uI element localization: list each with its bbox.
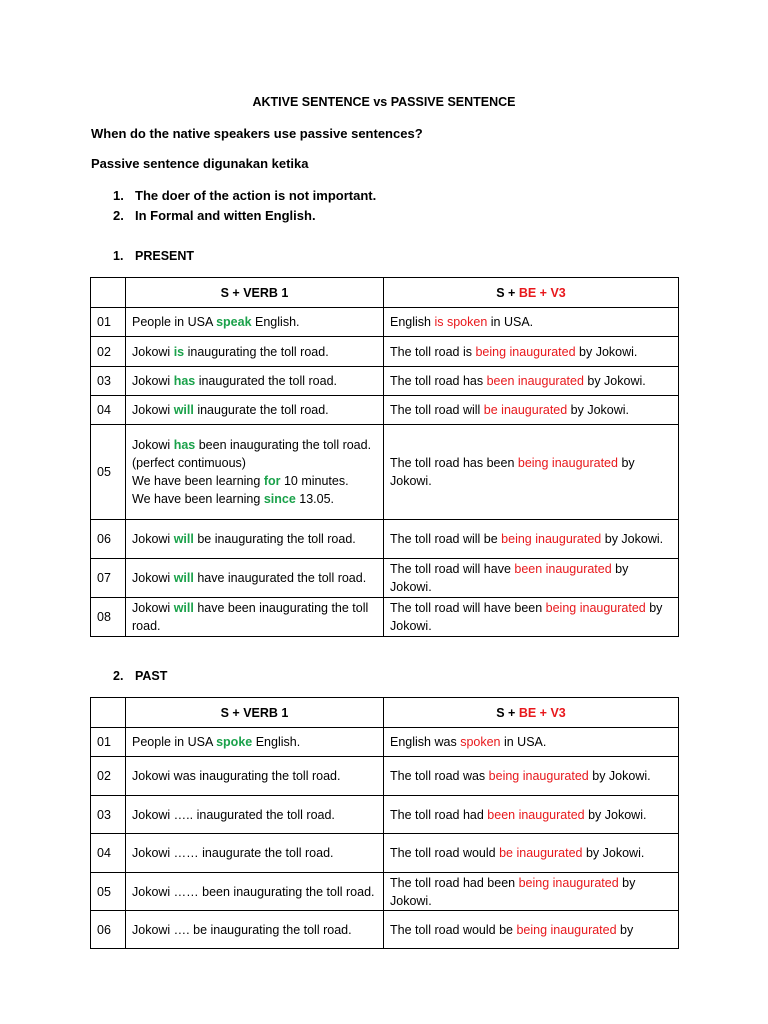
reason-number: 2.: [113, 208, 124, 223]
row-number: 05: [91, 425, 126, 520]
sentence-text: by Jokowi.: [584, 807, 647, 822]
table-row: [91, 834, 679, 873]
sentence-text: by Jokowi.: [583, 374, 646, 388]
table-row: [91, 308, 679, 337]
table-row: [91, 425, 679, 520]
sentence-text: inaugurating the toll road.: [184, 344, 329, 359]
passive-verb-highlight: being inaugurated: [501, 532, 602, 546]
active-sentence-cell: [126, 834, 384, 873]
active-sentence-cell: [126, 598, 384, 637]
sentence-text: Jokowi ….. inaugurated the toll road.: [132, 807, 335, 822]
sentence-text: Jokowi …… inaugurate the toll road.: [132, 846, 334, 860]
active-verb-highlight: will: [173, 532, 194, 546]
row-number: 08: [91, 598, 126, 637]
passive-verb-highlight: been inaugurated: [486, 374, 584, 388]
table-row: [91, 757, 679, 796]
row-number: 03: [91, 796, 126, 834]
sentence-text: The toll road would: [390, 846, 500, 860]
sentence-text: by Jokowi.: [601, 532, 664, 546]
reason-item: [113, 206, 376, 226]
passive-sentence-cell: [384, 911, 679, 949]
sentence-text: Jokowi …. be inaugurating the toll road.: [132, 922, 352, 937]
sentence-text: S +: [496, 705, 519, 720]
passive-sentence-cell: [384, 367, 679, 396]
sentence-text: inaugurate the toll road.: [193, 403, 329, 417]
sentence-text: Jokowi: [132, 374, 174, 388]
sentence-text: We have been learning: [132, 474, 264, 488]
active-verb-highlight: since: [263, 492, 296, 506]
passive-sentence-cell: [384, 559, 679, 598]
sentence-text: by Jokowi.: [567, 403, 630, 417]
passive-sentence-cell: [384, 834, 679, 873]
header-active-formula: S + VERB 1: [126, 698, 384, 728]
row-number: 04: [91, 834, 126, 873]
sentence-text: Jokowi was inaugurating the toll road.: [132, 769, 341, 783]
active-sentence-cell: [126, 520, 384, 559]
passive-sentence-cell: [384, 728, 679, 757]
sentence-text: Jokowi …… been inaugurating the toll road.: [132, 884, 375, 899]
passive-verb-highlight: is spoken: [434, 315, 488, 329]
passive-verb-highlight: BE + V3: [518, 705, 566, 720]
passive-sentence-cell: [384, 396, 679, 425]
sentence-text: The toll road has been: [390, 456, 518, 470]
sentence-text: be inaugurating the toll road.: [193, 532, 356, 546]
sentence-text: 13.05.: [295, 492, 335, 506]
header-number-cell: [91, 698, 126, 728]
table-header-row: [91, 278, 679, 308]
active-sentence-cell: [126, 308, 384, 337]
sentence-text: People in USA: [132, 735, 217, 749]
past-table: [90, 697, 679, 949]
sentence-text: The toll road had been: [390, 875, 519, 890]
passive-verb-highlight: been inaugurated: [514, 562, 612, 576]
sentence-text: by Jokowi.: [390, 562, 629, 594]
passive-sentence-cell: [384, 873, 679, 911]
sentence-text: Jokowi: [132, 403, 174, 417]
active-sentence-cell: [126, 396, 384, 425]
passive-verb-highlight: being inaugurated: [475, 344, 576, 359]
passive-verb-highlight: being inaugurated: [516, 922, 617, 937]
table-row: [91, 873, 679, 911]
section-number: 1.: [113, 249, 124, 263]
active-verb-highlight: speak: [216, 315, 252, 329]
active-verb-highlight: will: [173, 403, 194, 417]
active-sentence-cell: [126, 728, 384, 757]
sentence-text: The toll road was: [390, 769, 489, 783]
sentence-text: by Jokowi.: [588, 769, 651, 783]
sentence-text: by Jokowi.: [575, 344, 638, 359]
sentence-text: have inaugurated the toll road.: [193, 571, 367, 585]
sentence-text: English: [390, 315, 435, 329]
row-number: 02: [91, 757, 126, 796]
passive-verb-highlight: being inaugurated: [545, 601, 646, 615]
table-row: [91, 396, 679, 425]
sentence-text: by Jokowi.: [390, 601, 663, 633]
header-passive-formula: [384, 278, 679, 308]
passive-sentence-cell: [384, 598, 679, 637]
row-number: 01: [91, 308, 126, 337]
sentence-text: by Jokowi.: [390, 875, 636, 908]
sentence-text: The toll road had: [390, 807, 488, 822]
passive-sentence-cell: [384, 520, 679, 559]
table-row: [91, 911, 679, 949]
sentence-text: English was: [390, 735, 461, 749]
reason-text: In Formal and witten English.: [135, 208, 316, 223]
sentence-text: have been inaugurating the toll road.: [132, 601, 369, 633]
table-row: [91, 559, 679, 598]
passive-sentence-cell: [384, 425, 679, 520]
sentence-text: The toll road has: [390, 374, 487, 388]
table-row: [91, 520, 679, 559]
row-number: 02: [91, 337, 126, 367]
section-heading-past: [113, 669, 167, 683]
header-number-cell: [91, 278, 126, 308]
sentence-text: English.: [252, 735, 301, 749]
table-row: [91, 598, 679, 637]
reason-text: The doer of the action is not important.: [135, 188, 377, 203]
passive-verb-highlight: being inaugurated: [518, 875, 619, 890]
row-number: 04: [91, 396, 126, 425]
table-row: [91, 728, 679, 757]
active-sentence-cell: [126, 425, 384, 520]
subheading: Passive sentence digunakan ketika: [91, 156, 309, 171]
sentence-text: been inaugurating the toll road. (perfect contimuous): [132, 438, 372, 470]
passive-verb-highlight: been inaugurated: [487, 807, 585, 822]
sentence-text: The toll road would be: [390, 922, 517, 937]
passive-verb-highlight: be inaugurated: [483, 403, 568, 417]
row-number: 06: [91, 911, 126, 949]
header-active-formula: S + VERB 1: [126, 278, 384, 308]
sentence-text: inaugurated the toll road.: [195, 374, 338, 388]
sentence-text: 10 minutes.: [280, 474, 349, 488]
sentence-text: The toll road will have: [390, 562, 515, 576]
passive-verb-highlight: spoken: [460, 735, 501, 749]
active-verb-highlight: will: [173, 571, 194, 585]
row-number: 05: [91, 873, 126, 911]
active-sentence-cell: [126, 367, 384, 396]
active-sentence-cell: [126, 796, 384, 834]
header-passive-formula: [384, 698, 679, 728]
sentence-text: by Jokowi.: [390, 456, 635, 488]
section-title: PAST: [135, 669, 168, 683]
table-row: [91, 367, 679, 396]
section-heading-present: [113, 249, 194, 263]
active-sentence-cell: [126, 757, 384, 796]
passive-sentence-cell: [384, 796, 679, 834]
row-number: 01: [91, 728, 126, 757]
passive-sentence-cell: [384, 337, 679, 367]
document-title: AKTIVE SENTENCE vs PASSIVE SENTENCE: [252, 95, 516, 109]
active-verb-highlight: has: [173, 374, 196, 388]
sentence-text: Jokowi: [132, 571, 174, 585]
passive-verb-highlight: being inaugurated: [488, 769, 589, 783]
active-sentence-cell: [126, 559, 384, 598]
sentence-text: We have been learning: [132, 492, 264, 506]
sentence-text: in USA.: [487, 315, 534, 329]
passive-verb-highlight: be inaugurated: [499, 846, 583, 860]
sentence-text: Jokowi: [132, 344, 174, 359]
table-row: [91, 337, 679, 367]
table-header-row: [91, 698, 679, 728]
reasons-list: [113, 186, 376, 226]
active-sentence-cell: [126, 911, 384, 949]
sentence-text: The toll road will be: [390, 532, 502, 546]
active-sentence-cell: [126, 337, 384, 367]
question-heading: When do the native speakers use passive sentences?: [91, 126, 423, 141]
reason-number: 1.: [113, 188, 124, 203]
sentence-text: The toll road is: [390, 344, 476, 359]
sentence-text: by: [616, 922, 634, 937]
active-verb-highlight: will: [173, 601, 194, 615]
section-number: 2.: [113, 669, 124, 683]
active-sentence-cell: [126, 873, 384, 911]
table-row: [91, 796, 679, 834]
sentence-text: in USA.: [500, 735, 547, 749]
active-verb-highlight: is: [173, 344, 185, 359]
row-number: 03: [91, 367, 126, 396]
sentence-text: People in USA: [132, 315, 217, 329]
sentence-text: S +: [496, 285, 519, 300]
sentence-text: English.: [251, 315, 300, 329]
reason-item: [113, 186, 376, 206]
row-number: 07: [91, 559, 126, 598]
active-verb-highlight: for: [263, 474, 281, 488]
sentence-text: The toll road will: [390, 403, 484, 417]
sentence-text: Jokowi: [132, 438, 174, 452]
section-title: PRESENT: [135, 249, 195, 263]
sentence-text: The toll road will have been: [390, 601, 546, 615]
sentence-text: by Jokowi.: [582, 846, 645, 860]
present-table: [90, 277, 679, 637]
sentence-text: Jokowi: [132, 601, 174, 615]
active-verb-highlight: spoke: [216, 735, 253, 749]
active-verb-highlight: has: [173, 438, 196, 452]
passive-verb-highlight: BE + V3: [518, 285, 566, 300]
passive-sentence-cell: [384, 757, 679, 796]
passive-sentence-cell: [384, 308, 679, 337]
passive-verb-highlight: being inaugurated: [517, 456, 618, 470]
row-number: 06: [91, 520, 126, 559]
sentence-text: Jokowi: [132, 532, 174, 546]
